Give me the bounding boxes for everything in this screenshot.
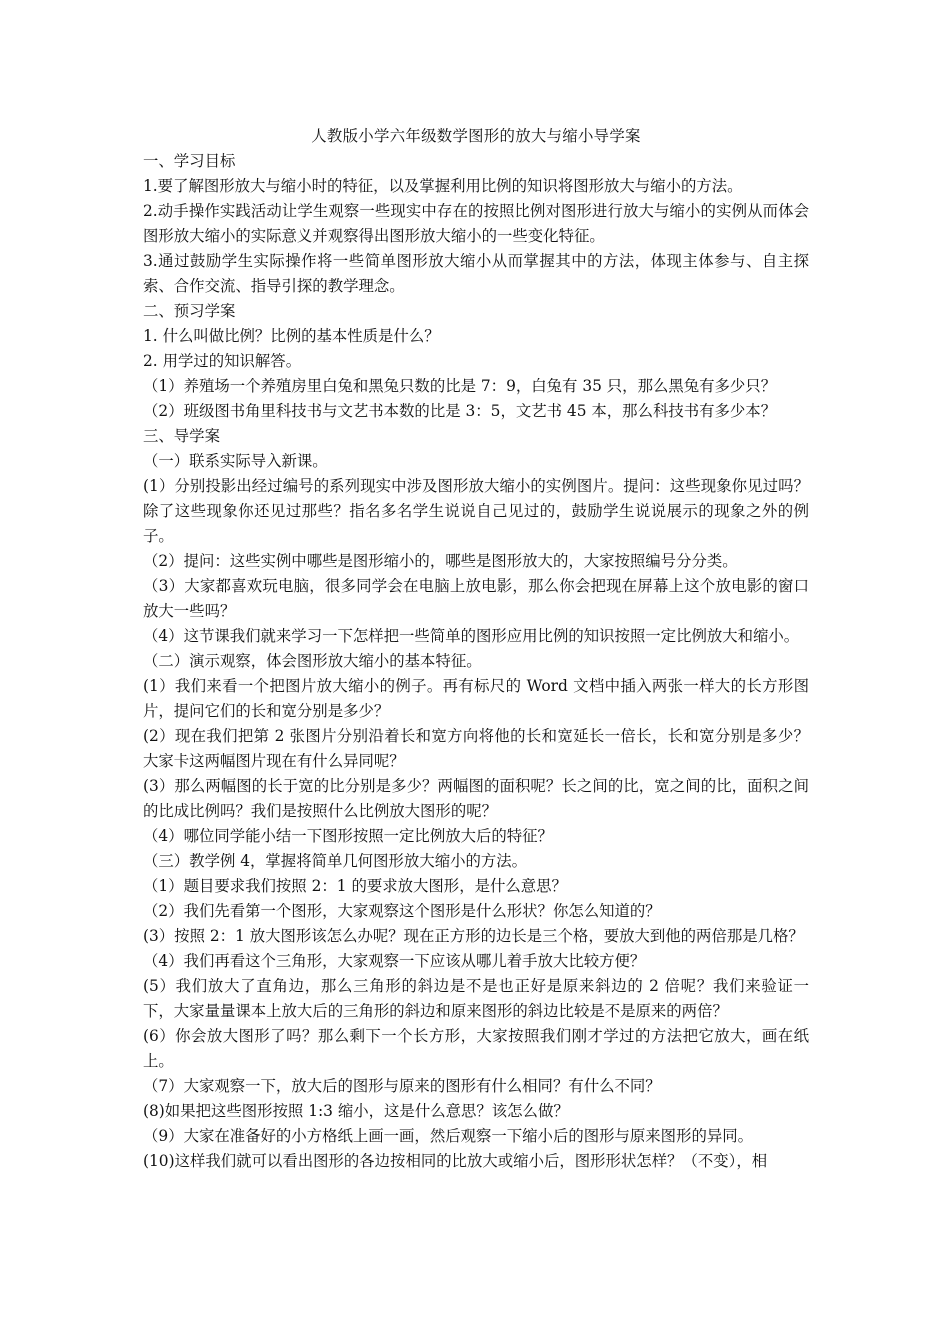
paragraph: （1）养殖场一个养殖房里白兔和黑兔只数的比是 7：9，白兔有 35 只，那么黑兔有多少只？ <box>143 377 777 395</box>
paragraph: （3）大家都喜欢玩电脑，很多同学会在电脑上放电影，那么你会把现在屏幕上这个放电影的窗口放大一些吗？ <box>143 577 809 620</box>
section-heading-objectives: 一、学习目标 <box>143 152 236 170</box>
paragraph: （4）我们再看这个三角形，大家观察一下应该从哪儿着手放大比较方便？ <box>143 952 646 970</box>
paragraph: (8)如果把这些图形按照 1:3 缩小，这是什么意思？该怎么做？ <box>143 1102 569 1120</box>
paragraph: 3.通过鼓励学生实际操作将一些简单图形放大缩小从而掌握其中的方法，体现主体参与、自主探索、合作交流、指导引探的教学理念。 <box>143 252 809 295</box>
paragraph: 1.要了解图形放大与缩小时的特征，以及掌握利用比例的知识将图形放大与缩小的方法。 <box>143 177 743 195</box>
document-page <box>143 124 809 1174</box>
section-heading-guide: 三、导学案 <box>143 427 220 445</box>
paragraph: （7）大家观察一下，放大后的图形与原来的图形有什么相同？有什么不同？ <box>143 1077 661 1095</box>
paragraph: (6）你会放大图形了吗？那么剩下一个长方形，大家按照我们刚才学过的方法把它放大，画在纸上。 <box>143 1027 809 1070</box>
paragraph: （4）这节课我们就来学习一下怎样把一些简单的图形应用比例的知识按照一定比例放大和缩小。 <box>143 627 800 645</box>
section-heading-preview: 二、预习学案 <box>143 302 236 320</box>
paragraph: （2）班级图书角里科技书与文艺书本数的比是 3：5，文艺书 45 本，那么科技书有多少本？ <box>143 402 777 420</box>
paragraph: (3）按照 2：1 放大图形该怎么办呢？现在正方形的边长是三个格，要放大到他的两倍那是几格？ <box>143 927 804 945</box>
paragraph: (5）我们放大了直角边，那么三角形的斜边是不是也正好是原来斜边的 2 倍呢？我们来验证一下，大家量量课本上放大后的三角形的斜边和原来图形的斜边比较是不是原来的两倍？ <box>143 977 809 1020</box>
paragraph: 2.动手操作实践活动让学生观察一些现实中存在的按照比例对图形进行放大与缩小的实例从而体会图形放大缩小的实际意义并观察得出图形放大缩小的一些变化特征。 <box>143 202 809 245</box>
subsection-heading: （一）联系实际导入新课。 <box>143 452 328 470</box>
paragraph: 1. 什么叫做比例？比例的基本性质是什么？ <box>143 327 440 345</box>
paragraph: (1）分别投影出经过编号的系列现实中涉及图形放大缩小的实例图片。提问：这些现象你见过吗？除了这些现象你还见过那些？指名多名学生说说自己见过的，鼓励学生说说展示的现象之外的例子。 <box>143 477 809 545</box>
subsection-heading: （三）教学例 4，掌握将简单几何图形放大缩小的方法。 <box>143 852 528 870</box>
paragraph: （4）哪位同学能小结一下图形按照一定比例放大后的特征？ <box>143 827 553 845</box>
paragraph: (2）现在我们把第 2 张图片分别沿着长和宽方向将他的长和宽延长一倍长，长和宽分别是多少？大家卡这两幅图片现在有什么异同呢？ <box>143 727 809 770</box>
paragraph: （9）大家在准备好的小方格纸上画一画，然后观察一下缩小后的图形与原来图形的异同。 <box>143 1127 754 1145</box>
paragraph: 2. 用学过的知识解答。 <box>143 352 302 370</box>
paragraph: (3）那么两幅图的长于宽的比分别是多少？两幅图的面积呢？长之间的比，宽之间的比，面积之间的比成比例吗？我们是按照什么比例放大图形的呢？ <box>143 777 809 820</box>
paragraph: （2）提问：这些实例中哪些是图形缩小的，哪些是图形放大的，大家按照编号分分类。 <box>143 552 738 570</box>
paragraph: （1）题目要求我们按照 2：1 的要求放大图形，是什么意思？ <box>143 877 567 895</box>
paragraph: (1）我们来看一个把图片放大缩小的例子。再有标尺的 Word 文档中插入两张一样大的长方形图片，提问它们的长和宽分别是多少？ <box>143 677 809 720</box>
paragraph: (10)这样我们就可以看出图形的各边按相同的比放大或缩小后，图形形状怎样？（不变），相 <box>143 1152 768 1170</box>
paragraph: （2）我们先看第一个图形，大家观察这个图形是什么形状？你怎么知道的？ <box>143 902 661 920</box>
document-title: 人教版小学六年级数学图形的放大与缩小导学案 <box>311 127 641 145</box>
subsection-heading: （二）演示观察，体会图形放大缩小的基本特征。 <box>143 652 482 670</box>
